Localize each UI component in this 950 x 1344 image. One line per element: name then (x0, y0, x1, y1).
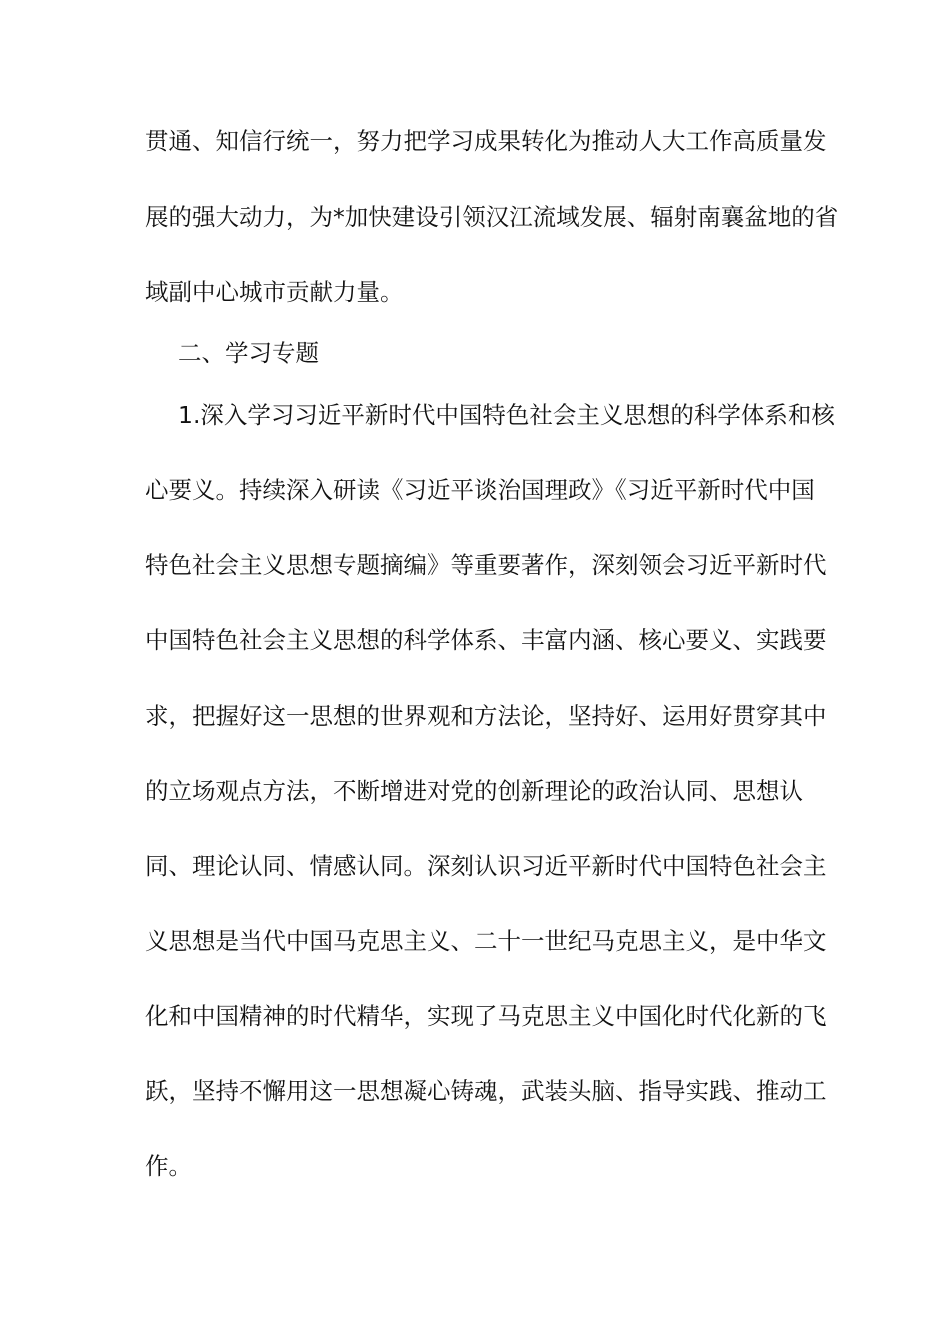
paragraph-line: 贯通、知信行统一，努力把学习成果转化为推动人大工作高质量发 (145, 127, 827, 155)
paragraph-line: 1.深入学习习近平新时代中国特色社会主义思想的科学体系和核 (178, 401, 835, 429)
section-heading: 二、学习专题 (178, 339, 319, 367)
paragraph-line: 跃，坚持不懈用这一思想凝心铸魂，武装头脑、指导实践、推动工 (145, 1077, 827, 1105)
paragraph-line: 特色社会主义思想专题摘编》等重要著作，深刻领会习近平新时代 (145, 551, 827, 579)
paragraph-line: 化和中国精神的时代精华，实现了马克思主义中国化时代化新的飞 (145, 1002, 827, 1030)
paragraph-line: 域副中心城市贡献力量。 (145, 278, 404, 306)
paragraph-line: 同、理论认同、情感认同。深刻认识习近平新时代中国特色社会主 (145, 852, 827, 880)
paragraph-line: 作。 (145, 1152, 192, 1180)
paragraph-line: 中国特色社会主义思想的科学体系、丰富内涵、核心要义、实践要 (145, 626, 827, 654)
paragraph-line: 求，把握好这一思想的世界观和方法论，坚持好、运用好贯穿其中 (145, 702, 827, 730)
paragraph-line: 的立场观点方法，不断增进对党的创新理论的政治认同、思想认 (145, 777, 803, 805)
paragraph-line: 心要义。持续深入研读《习近平谈治国理政》《习近平新时代中国 (145, 476, 815, 504)
paragraph-line: 义思想是当代中国马克思主义、二十一世纪马克思主义，是中华文 (145, 927, 827, 955)
paragraph-line: 展的强大动力，为*加快建设引领汉江流域发展、辐射南襄盆地的省 (145, 203, 839, 231)
